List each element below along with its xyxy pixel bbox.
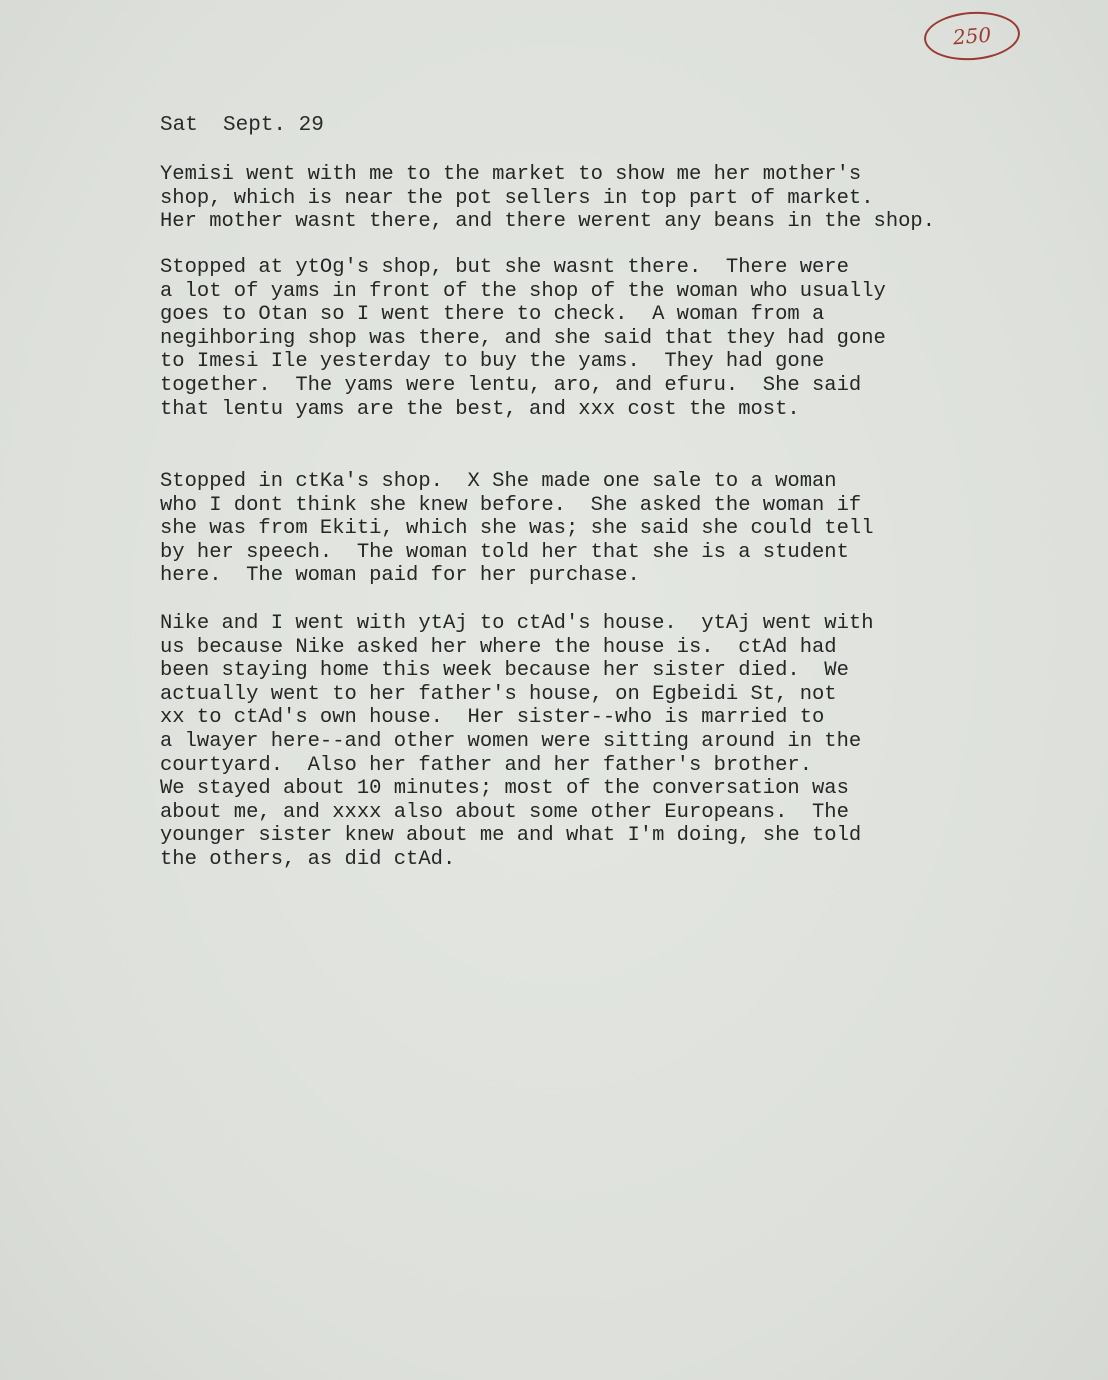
text-line: goes to Otan so I went there to check. A woman from a (160, 303, 825, 327)
text-line: Stopped at ytOg's shop, but she wasnt there. There were (160, 256, 849, 279)
paragraph-ctka-shop (160, 470, 874, 588)
text-line: Nike and I went with ytAj to ctAd's house. ytAj went with (160, 612, 874, 635)
text-line: Stopped in ctKa's shop. X She made one sale to a woman (160, 470, 837, 493)
paragraph-market-visit (160, 163, 935, 234)
text-line: us because Nike asked her where the house is. ctAd had (160, 635, 837, 659)
text-line: shop, which is near the pot sellers in top part of market. (160, 186, 874, 210)
text-line: she was from Ekiti, which she was; she said she could tell (160, 517, 874, 541)
text-line: to Imesi Ile yesterday to buy the yams. They had gone (160, 350, 825, 374)
text-line: actually went to her father's house, on Egbeidi St, not (160, 682, 837, 706)
text-line: younger sister knew about me and what I'm doing, she told (160, 824, 862, 848)
text-line: here. The woman paid for her purchase. (160, 564, 640, 588)
text-line: that lentu yams are the best, and xxx cost the most. (160, 397, 800, 421)
text-line: the others, as did ctAd. (160, 847, 456, 871)
text-line: xx to ctAd's own house. Her sister--who is married to (160, 706, 825, 730)
text-line: negihboring shop was there, and she said that they had gone (160, 326, 886, 350)
paragraph-yam-shop (160, 256, 886, 421)
text-line: who I dont think she knew before. She asked the woman if (160, 493, 862, 517)
text-line: been staying home this week because her sister died. We (160, 659, 849, 683)
text-line: a lwayer here--and other women were sitting around in the (160, 729, 862, 753)
text-line: courtyard. Also her father and her father's brother. (160, 753, 813, 777)
text-line: by her speech. The woman told her that she is a student (160, 540, 849, 564)
page-number-stamp: 250 (922, 9, 1021, 64)
paragraph-house-visit (160, 612, 874, 872)
entry-date: Sat Sept. 29 (160, 114, 324, 137)
text-line: Yemisi went with me to the market to show me her mother's (160, 163, 862, 186)
text-line: We stayed about 10 minutes; most of the conversation was (160, 777, 849, 801)
text-line: a lot of yams in front of the shop of the woman who usually (160, 279, 886, 303)
text-line: about me, and xxxx also about some other Europeans. The (160, 800, 849, 824)
text-line: together. The yams were lentu, aro, and efuru. She said (160, 373, 862, 397)
text-line: Her mother wasnt there, and there werent any beans in the shop. (160, 210, 936, 234)
